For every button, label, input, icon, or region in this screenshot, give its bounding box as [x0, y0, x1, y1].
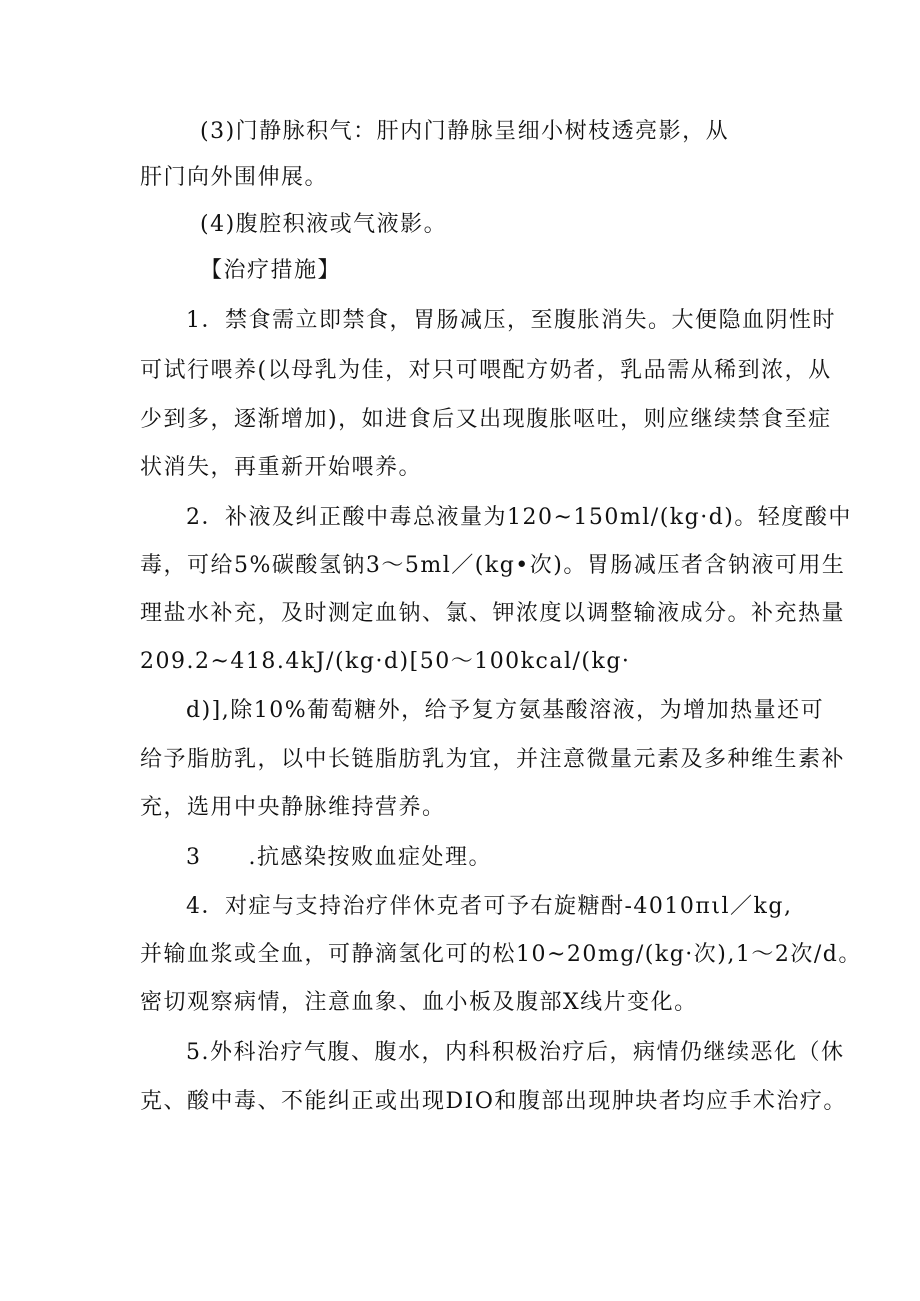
text-line: (3)门静脉积气：肝内门静脉呈细小树枝透亮影，从	[200, 119, 730, 144]
text-line: 状消失，再重新开始喂养。	[140, 455, 423, 480]
text-line: 可试行喂养(以母乳为佳，对只可喂配方奶者，乳品需从稀到浓，从	[140, 358, 832, 383]
text-line: 2．补液及纠正酸中毒总液量为120~150ml/(kg·d)。轻度酸中	[186, 505, 852, 530]
text-line: 209.2~418.4kJ/(kg·d)[50～100kcal/(kg·	[140, 649, 631, 674]
text-line: 少到多，逐渐增加)，如进食后又出现腹胀呕吐，则应继续禁食至症	[140, 407, 832, 432]
text-line: d)],除10%葡萄糖外，给予复方氨基酸溶液，为增加热量还可	[186, 698, 825, 723]
text-line: 充，选用中央静脉维持营养。	[140, 795, 446, 820]
text-line: 1．禁食需立即禁食，胃肠减压，至腹胀消失。大便隐血阴性时	[186, 308, 836, 333]
text-line: 肝门向外围伸展。	[140, 165, 329, 190]
text-line: 毒，可给5%碳酸氢钠3～5ml／(kg•次)。胃肠减压者含钠液可用生	[140, 553, 846, 578]
text-line: 5.外科治疗气腹、腹水，内科积极治疗后，病情仍继续恶化（休	[186, 1040, 845, 1065]
text-line: 理盐水补充，及时测定血钠、氯、钾浓度以调整输液成分。补充热量	[140, 601, 846, 626]
text-line: 3 .抗感染按败血症处理。	[186, 845, 492, 870]
section-heading: 【治疗措施】	[200, 258, 342, 283]
text-line: 给予脂肪乳，以中长链脂肪乳为宜，并注意微量元素及多种维生素补	[140, 747, 846, 772]
text-line: 克、酸中毒、不能纠正或出现DIO和腹部出现肿块者均应手术治疗。	[140, 1089, 847, 1114]
text-line: 4．对症与支持治疗伴休克者可予右旋糖酎-4010πιl／kg,	[186, 894, 793, 919]
text-line: (4)腹腔积液或气液影。	[200, 212, 448, 237]
text-line: 密切观察病情，注意血象、血小板及腹部X线片变化。	[140, 990, 698, 1015]
text-line: 并输血浆或全血，可静滴氢化可的松10~20mg/(kg·次),1～2次/d。	[140, 942, 862, 967]
